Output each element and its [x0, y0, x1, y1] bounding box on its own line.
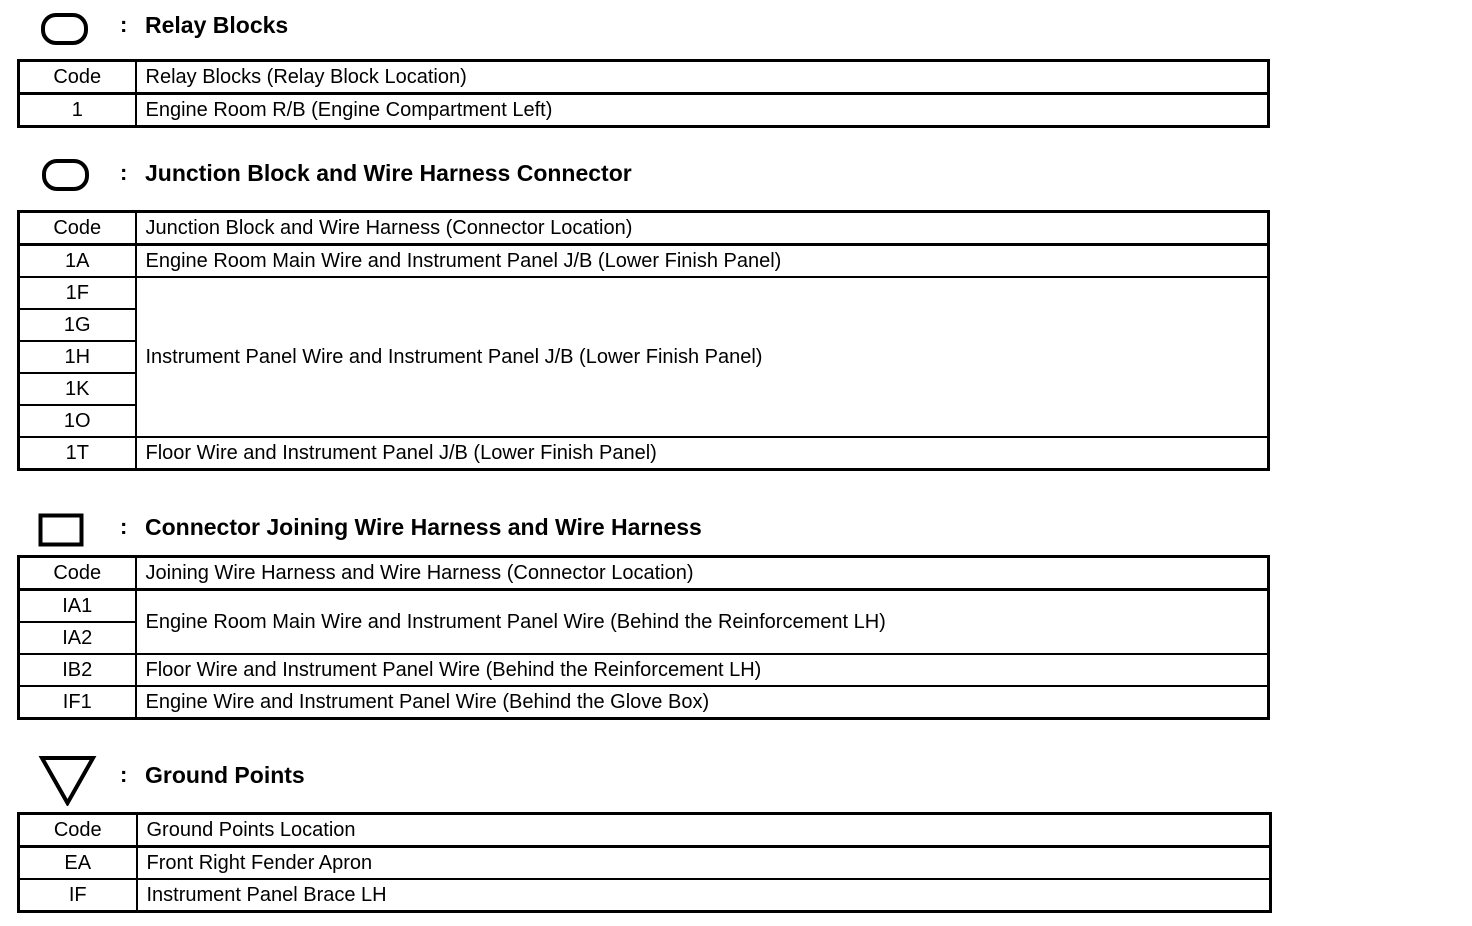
code-cell: 1A [19, 245, 136, 278]
colon-separator: : [120, 12, 128, 37]
table-row [19, 437, 1269, 470]
table-header-row [19, 814, 1271, 847]
code-cell: IF1 [19, 686, 136, 719]
code-column-header: Code [19, 212, 136, 245]
section-title: Relay Blocks [145, 12, 289, 38]
description-cell: Front Right Fender Apron [137, 847, 1271, 880]
table-row [19, 654, 1269, 686]
code-cell: 1O [19, 405, 136, 437]
connector-joining-table [17, 555, 1270, 720]
code-cell: 1H [19, 341, 136, 373]
description-column-header: Joining Wire Harness and Wire Harness (Connector Location) [136, 557, 1269, 590]
colon-separator: : [120, 762, 128, 787]
code-cell: IA2 [19, 622, 136, 654]
code-cell: 1 [19, 94, 136, 127]
rounded-rect-icon [41, 158, 91, 192]
junction-block-table [17, 210, 1270, 471]
code-cell: 1G [19, 309, 136, 341]
code-column-header: Code [19, 61, 136, 94]
table-header-row [19, 557, 1269, 590]
table-row [19, 879, 1271, 912]
section-ground-points-heading [0, 748, 1300, 798]
table-row [19, 847, 1271, 880]
description-cell: Floor Wire and Instrument Panel Wire (Behind the Reinforcement LH) [136, 654, 1269, 686]
description-cell: Floor Wire and Instrument Panel J/B (Lower Finish Panel) [136, 437, 1269, 470]
description-cell: Engine Wire and Instrument Panel Wire (Behind the Glove Box) [136, 686, 1269, 719]
table-row [19, 590, 1269, 623]
table-row [19, 277, 1269, 309]
section-title: Junction Block and Wire Harness Connector [145, 160, 632, 186]
section-relay-blocks-heading [0, 0, 1300, 50]
description-cell: Instrument Panel Wire and Instrument Panel J/B (Lower Finish Panel) [136, 277, 1269, 437]
code-cell: EA [19, 847, 137, 880]
table-header-row [19, 212, 1269, 245]
relay-blocks-table [17, 59, 1270, 128]
table-header-row [19, 61, 1269, 94]
table-row [19, 245, 1269, 278]
section-junction-block-heading [0, 148, 1300, 198]
description-column-header: Junction Block and Wire Harness (Connector Location) [136, 212, 1269, 245]
code-cell: IF [19, 879, 137, 912]
description-cell: Engine Room R/B (Engine Compartment Left) [136, 94, 1269, 127]
rounded-rect-icon [40, 12, 90, 46]
code-column-header: Code [19, 814, 137, 847]
description-column-header: Ground Points Location [137, 814, 1271, 847]
code-cell: IA1 [19, 590, 136, 623]
description-column-header: Relay Blocks (Relay Block Location) [136, 61, 1269, 94]
ground-points-table [17, 812, 1272, 913]
colon-separator: : [120, 514, 128, 539]
code-column-header: Code [19, 557, 136, 590]
description-cell: Instrument Panel Brace LH [137, 879, 1271, 912]
table-row [19, 686, 1269, 719]
description-cell: Engine Room Main Wire and Instrument Panel J/B (Lower Finish Panel) [136, 245, 1269, 278]
code-cell: 1T [19, 437, 136, 470]
section-connector-joining-heading [0, 500, 1300, 550]
code-cell: IB2 [19, 654, 136, 686]
table-row [19, 94, 1269, 127]
code-cell: 1F [19, 277, 136, 309]
section-title: Ground Points [145, 762, 305, 788]
section-title: Connector Joining Wire Harness and Wire Harness [145, 514, 702, 540]
square-icon [38, 513, 86, 549]
description-cell: Engine Room Main Wire and Instrument Panel Wire (Behind the Reinforcement LH) [136, 590, 1269, 655]
colon-separator: : [120, 160, 128, 185]
code-cell: 1K [19, 373, 136, 405]
triangle-down-icon [38, 754, 98, 806]
